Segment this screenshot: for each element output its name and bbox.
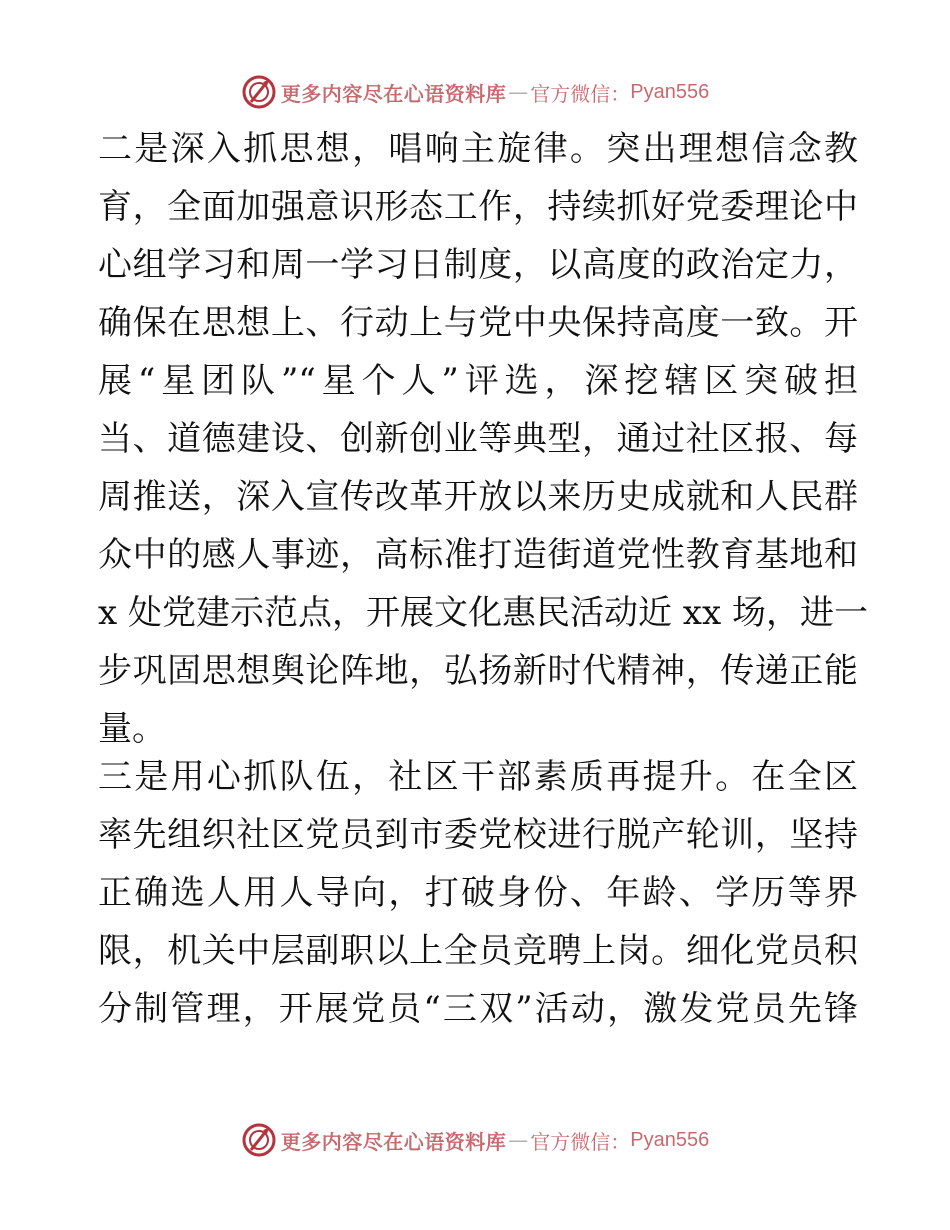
text-line: 展“星团队”“星个人”评选，深挖辖区突破担 (98, 361, 858, 401)
footer-watermark-banner (0, 1120, 950, 1160)
text-line: 分制管理，开展党员“三双”活动，激发党员先锋 (98, 989, 858, 1029)
text-line: x 处党建示范点，开展文化惠民活动近 xx 场，进一 (98, 593, 868, 633)
watermark-label: 官方微信： (530, 1129, 631, 1154)
text-line: 正确选人用人导向，打破身份、年龄、学历等界 (98, 873, 858, 913)
watermark-separator: — (508, 1128, 529, 1152)
watermark-wechat-id: Pyan556 (630, 80, 710, 103)
watermark-wechat-id: Pyan556 (630, 1128, 710, 1151)
paragraph-ideology (98, 120, 868, 758)
seal-logo-icon (241, 1122, 277, 1158)
paragraph-team (98, 748, 858, 1038)
text-line: 三是用心抓队伍，社区干部素质再提升。在全区 (98, 757, 858, 797)
text-line: 确保在思想上、行动上与党中央保持高度一致。开 (98, 303, 858, 343)
text-line: 当、道德建设、创新创业等典型，通过社区报、每 (98, 419, 858, 459)
text-line: 二是深入抓思想，唱响主旋律。突出理想信念教 (98, 129, 858, 169)
watermark-separator: — (508, 80, 529, 104)
text-line: 限，机关中层副职以上全员竞聘上岗。细化党员积 (98, 931, 858, 971)
watermark-text: 更多内容尽在心语资料库 (280, 81, 507, 106)
text-line: 步巩固思想舆论阵地，弘扬新时代精神，传递正能 (98, 651, 858, 691)
watermark-label: 官方微信： (530, 81, 631, 106)
text-line: 量。 (98, 709, 166, 749)
seal-logo-icon (241, 74, 277, 110)
header-watermark-banner (0, 72, 950, 112)
text-line: 育，全面加强意识形态工作，持续抓好党委理论中 (98, 187, 858, 227)
text-line: 众中的感人事迹，高标准打造街道党性教育基地和 (98, 535, 858, 575)
watermark-text: 更多内容尽在心语资料库 (280, 1129, 507, 1154)
text-line: 心组学习和周一学习日制度，以高度的政治定力， (98, 245, 858, 285)
text-line: 率先组织社区党员到市委党校进行脱产轮训，坚持 (98, 815, 858, 855)
text-line: 周推送，深入宣传改革开放以来历史成就和人民群 (98, 477, 858, 517)
